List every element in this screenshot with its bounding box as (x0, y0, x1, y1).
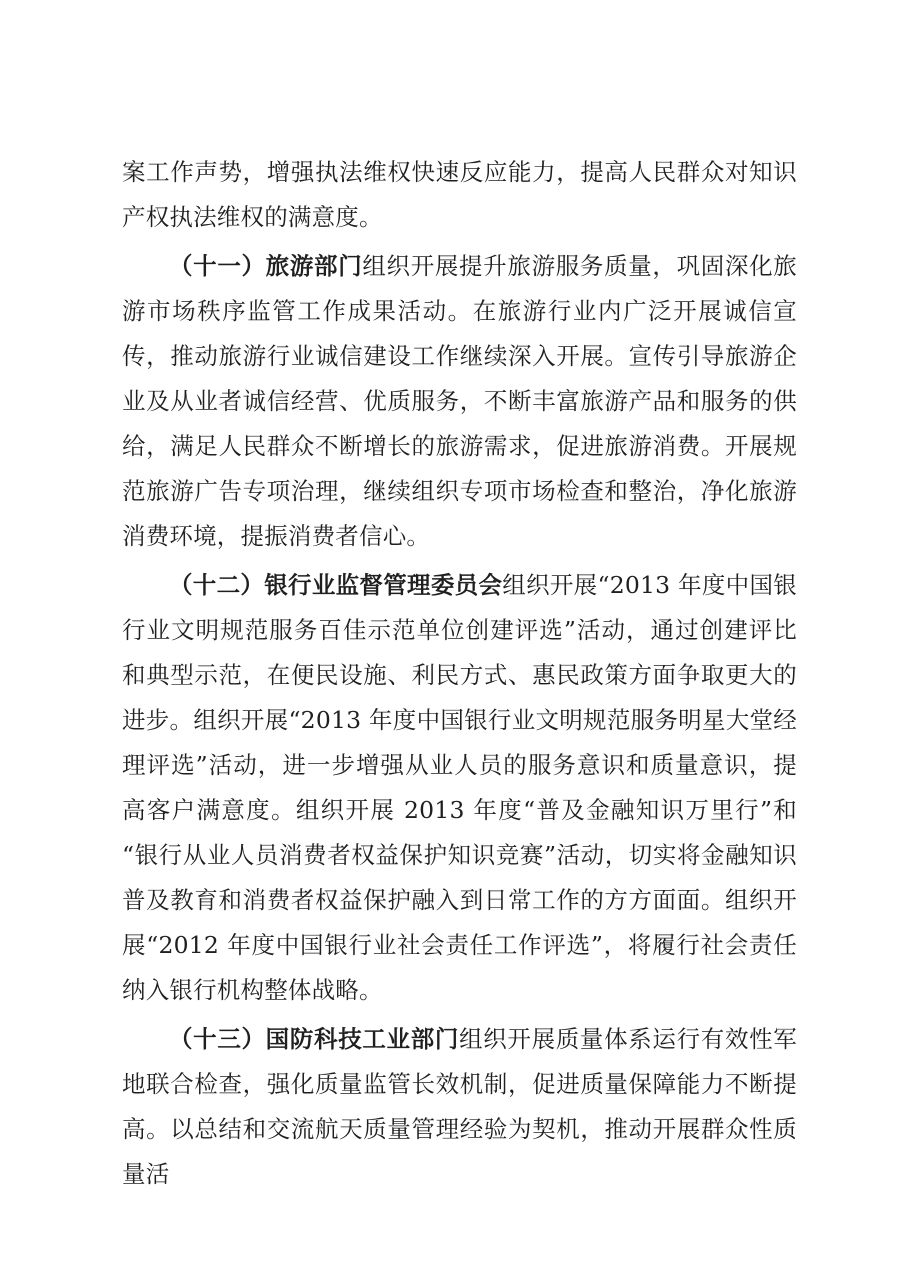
document-text-block (122, 150, 797, 1197)
paragraph-text: 组织开展“2013 年度中国银行业文明规范服务百佳示范单位创建评选”活动，通过创建评比和典型示范，在便民设施、利民方式、惠民政策方面争取更大的进步。组织开展“2013 年度中国银行业文明规范服务明星大堂经理评选”活动，进一步增强从业人员的服务意识和质量意识，提高客户满意度。组织开展 2013 年度“普及金融知识万里行”和“银行从业人员消费者权益保护知识竞赛”活动，切实将金融知识普及教育和消费者权益保护融入到日常工作的方方面面。组织开展“2012 年度中国银行业社会责任工作评选”，将履行社会责任纳入银行机构整体战略。 (122, 571, 797, 1004)
paragraph-item-11 (122, 244, 797, 559)
paragraph-lead-defense-tech-industry-department: （十三）国防科技工业部门 (169, 1025, 460, 1053)
paragraph-text: 案工作声势，增强执法维权快速反应能力，提高人民群众对知识产权执法维权的满意度。 (122, 158, 797, 231)
paragraph-text: 组织开展质量体系运行有效性军地联合检查，强化质量监管长效机制，促进质量保障能力不断提高。以总结和交流航天质量管理经验为契机，推动开展群众性质量活 (122, 1025, 797, 1188)
paragraph-text: 组织开展提升旅游服务质量，巩固深化旅游市场秩序监管工作成果活动。在旅游行业内广泛开展诚信宣传，推动旅游行业诚信建设工作继续深入开展。宣传引导旅游企业及从业者诚信经营、优质服务，不断丰富旅游产品和服务的供给，满足人民群众不断增长的旅游需求，促进旅游消费。开展规范旅游广告专项治理，继续组织专项市场检查和整治，净化旅游消费环境，提振消费者信心。 (122, 252, 797, 550)
paragraph-lead-tourism-department: （十一）旅游部门 (169, 252, 363, 280)
paragraph-item-12 (122, 563, 797, 1013)
paragraph-item-13 (122, 1017, 797, 1197)
paragraph-continuation (122, 150, 797, 240)
paragraph-lead-banking-regulatory-commission: （十二）银行业监督管理委员会 (169, 571, 503, 599)
